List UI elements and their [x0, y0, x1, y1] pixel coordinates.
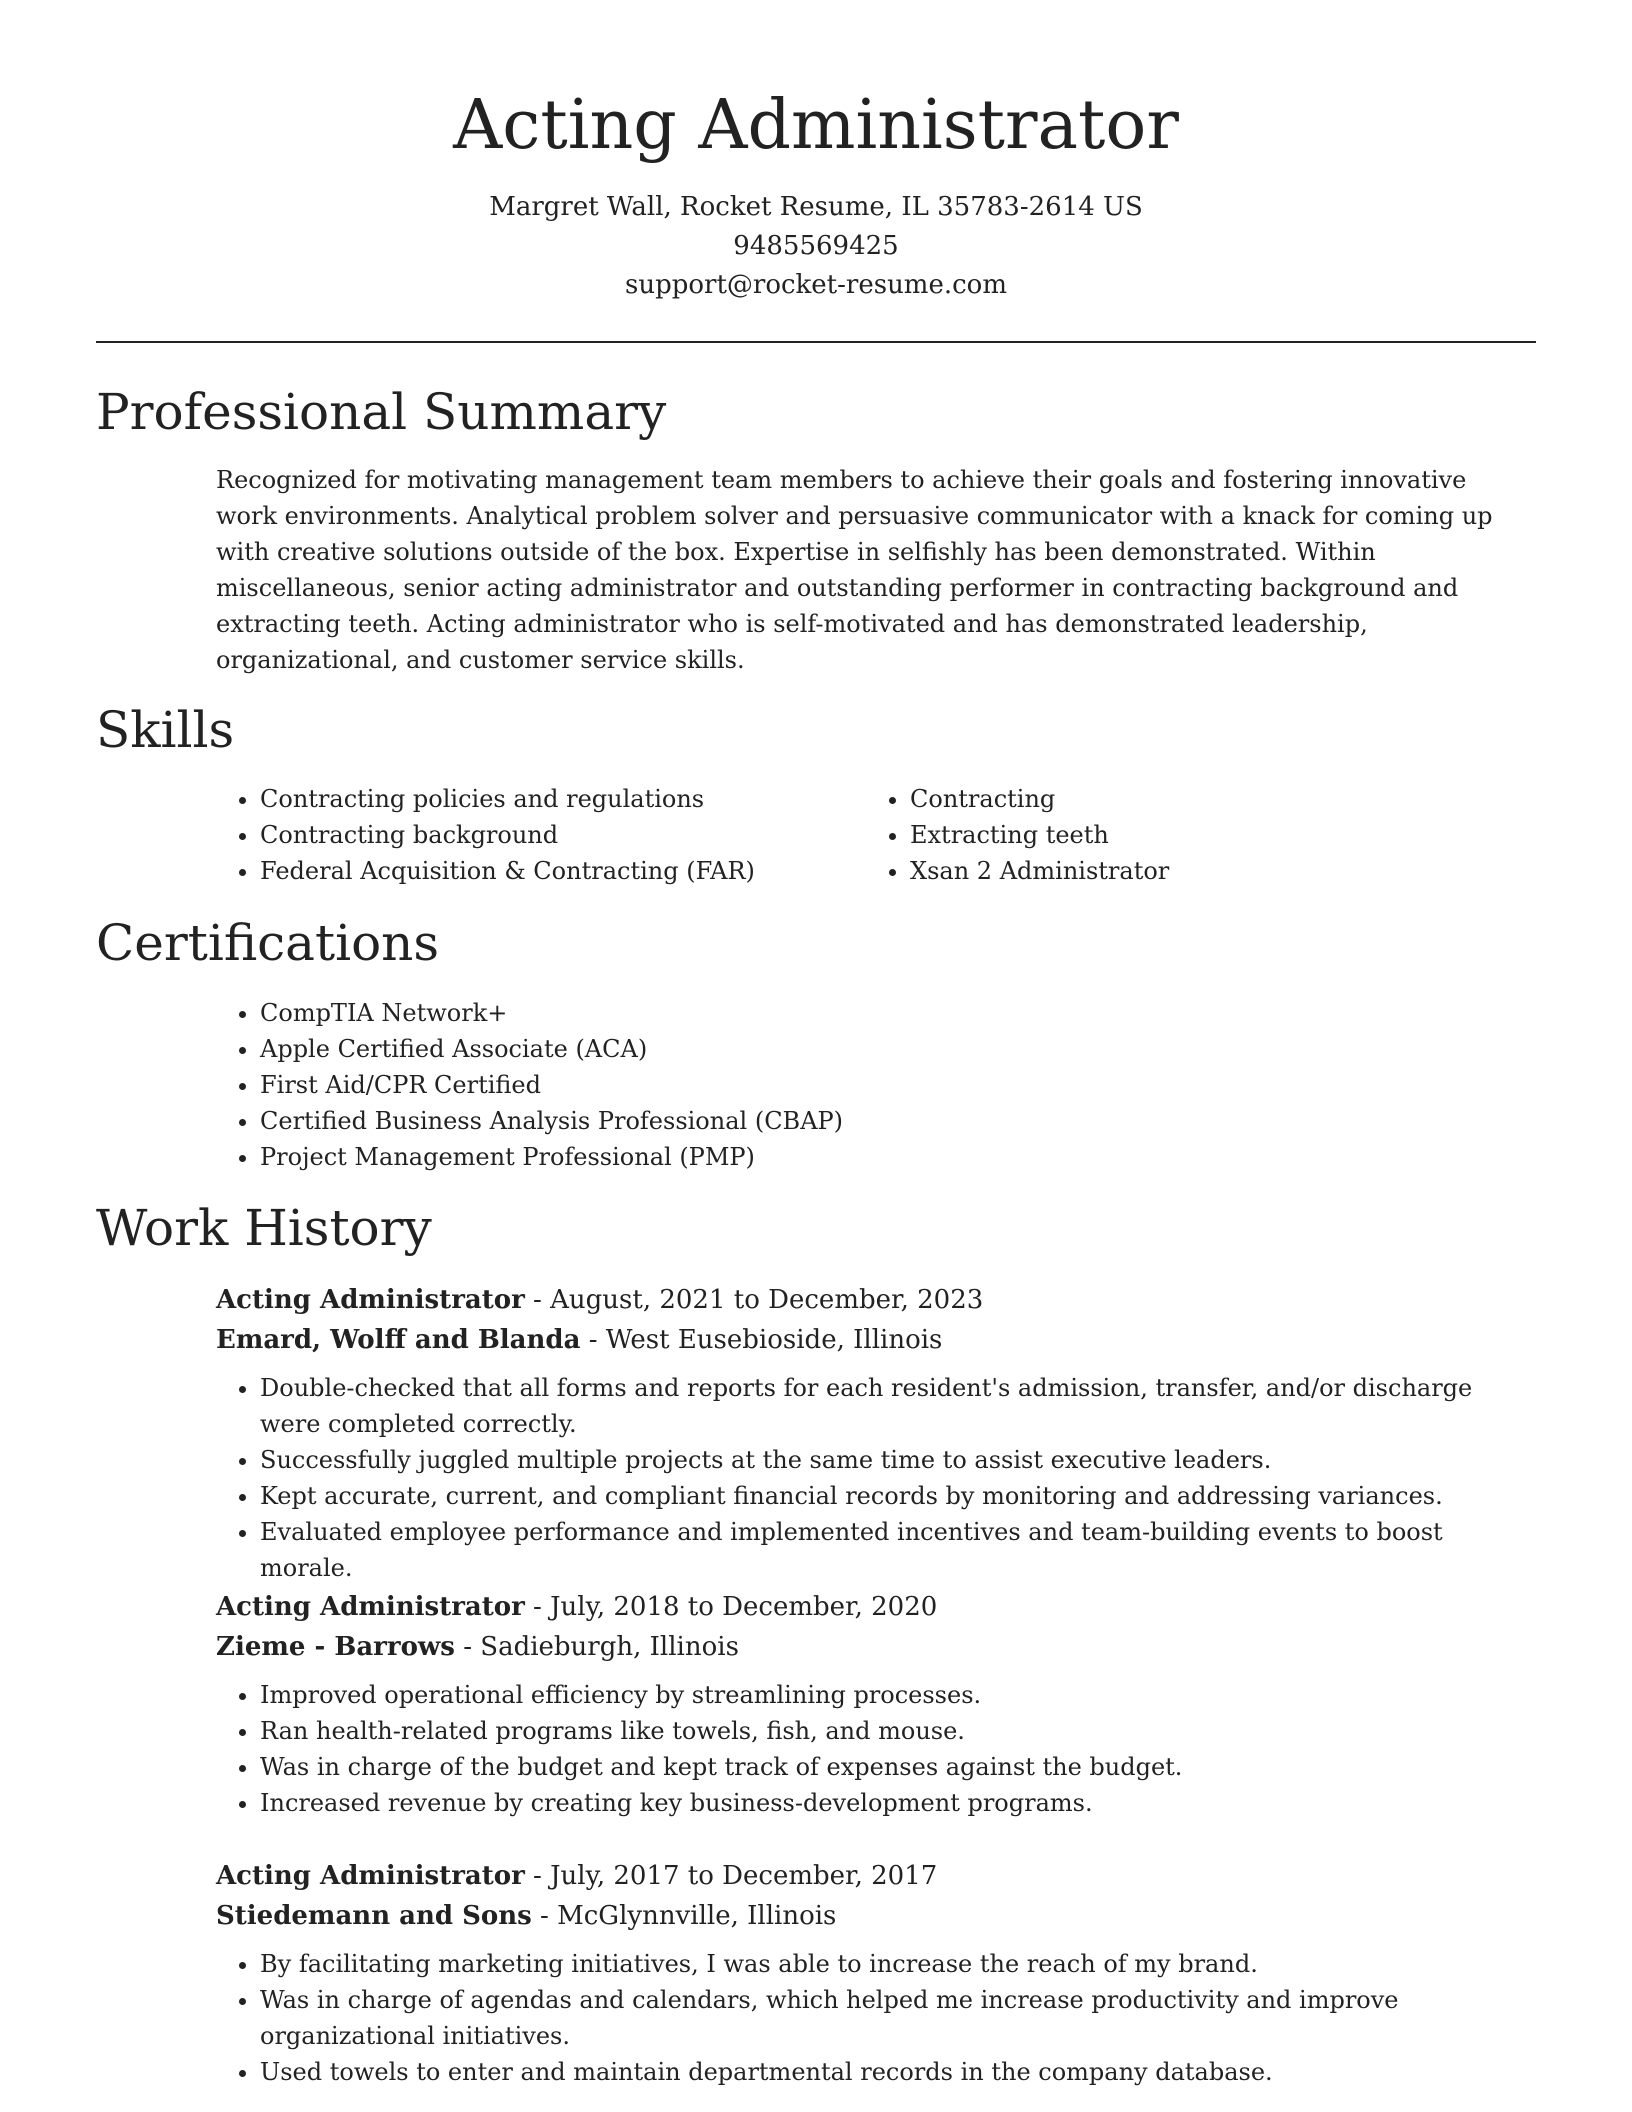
job-duty: • By facilitating marketing initiatives, I was able to increase the reach of my brand.	[260, 1946, 1536, 1982]
skills-heading: Skills	[96, 701, 235, 759]
job-title: Acting Administrator	[216, 1592, 525, 1622]
job-dates: - August, 2021 to December, 2023	[524, 1285, 984, 1315]
certifications-list	[216, 995, 843, 1175]
skill-item: • Federal Acquisition & Contracting (FAR)	[260, 853, 836, 889]
contact-address: Margret Wall, Rocket Resume, IL 35783-2614 US	[489, 192, 1143, 222]
job-title-line	[216, 1587, 1536, 1627]
certification-item: • First Aid/CPR Certified	[260, 1067, 843, 1103]
job-title-line	[216, 1280, 1536, 1320]
job-duty: • Improved operational efficiency by streamlining processes.	[260, 1677, 1536, 1713]
job-entry	[216, 1856, 1536, 2090]
skill-item: • Contracting	[910, 781, 1486, 817]
job-title: Acting Administrator	[216, 1285, 525, 1315]
job-company-line	[216, 1627, 1536, 1667]
job-company-line	[216, 1896, 1536, 1936]
job-company: Stiedemann and Sons	[216, 1901, 532, 1931]
job-duty: • Evaluated employee performance and implemented incentives and team-building events to boost morale.	[260, 1514, 1536, 1586]
job-entry	[216, 1280, 1536, 1586]
header-divider	[96, 341, 1536, 343]
job-duty: • Successfully juggled multiple projects at the same time to assist executive leaders.	[260, 1442, 1536, 1478]
skill-item: • Xsan 2 Administrator	[910, 853, 1486, 889]
job-location: - Sadieburgh, Illinois	[454, 1632, 739, 1662]
certifications-block	[216, 995, 843, 1175]
job-duties	[216, 1946, 1536, 2090]
job-title-line	[216, 1856, 1536, 1896]
job-location: - McGlynnville, Illinois	[531, 1901, 837, 1931]
skills-column-right	[866, 781, 1486, 889]
job-duty: • Was in charge of the budget and kept track of expenses against the budget.	[260, 1749, 1536, 1785]
skill-item: • Contracting policies and regulations	[260, 781, 836, 817]
job-duty: • Increased revenue by creating key business-development programs.	[260, 1785, 1536, 1821]
job-entry	[216, 1587, 1536, 1821]
contact-email: support@rocket-resume.com	[624, 270, 1007, 300]
job-duty: • Ran health-related programs like towels, fish, and mouse.	[260, 1713, 1536, 1749]
job-duties	[216, 1370, 1536, 1586]
job-duty: • Kept accurate, current, and compliant financial records by monitoring and addressing variances.	[260, 1478, 1536, 1514]
job-dates: - July, 2017 to December, 2017	[524, 1861, 938, 1891]
certification-item: • CompTIA Network+	[260, 995, 843, 1031]
job-company: Emard, Wolff and Blanda	[216, 1325, 581, 1355]
work-history-heading: Work History	[96, 1199, 432, 1257]
job-title: Acting Administrator	[216, 1861, 525, 1891]
job-dates: - July, 2018 to December, 2020	[524, 1592, 938, 1622]
job-duty: • Double-checked that all forms and reports for each resident's admission, transfer, and/or discharge were completed correctly.	[260, 1370, 1536, 1442]
contact-phone: 9485569425	[733, 231, 899, 261]
skill-item: • Extracting teeth	[910, 817, 1486, 853]
job-location: - West Eusebioside, Illinois	[580, 1325, 943, 1355]
skills-list-right	[866, 781, 1486, 889]
resume-header	[96, 86, 1536, 305]
job-duty: • Was in charge of agendas and calendars, which helped me increase productivity and improve organizational initiatives.	[260, 1982, 1536, 2054]
summary-text: Recognized for motivating management team members to achieve their goals and fostering innovative work environments. Analytical problem solver and persuasive communicator with a knack for coming up with creative solutions outside of the box. Expertise in selfishly has been demonstrated. Within miscellaneous, senior acting administrator and outstanding performer in contracting background and extracting teeth. Acting administrator who is self-motivated and has demonstrated leadership, organizational, and customer service skills.	[216, 466, 1493, 674]
job-company: Zieme - Barrows	[216, 1632, 455, 1662]
contact-info	[96, 188, 1536, 305]
job-duties	[216, 1677, 1536, 1821]
job-company-line	[216, 1320, 1536, 1360]
certification-item: • Apple Certified Associate (ACA)	[260, 1031, 843, 1067]
certification-item: • Certified Business Analysis Professional (CBAP)	[260, 1103, 843, 1139]
skill-item: • Contracting background	[260, 817, 836, 853]
certification-item: • Project Management Professional (PMP)	[260, 1139, 843, 1175]
certifications-heading: Certifications	[96, 914, 440, 972]
summary-heading: Professional Summary	[96, 383, 667, 441]
job-duty: • Used towels to enter and maintain departmental records in the company database.	[260, 2054, 1536, 2090]
skills-column-left	[216, 781, 836, 889]
resume-title: Acting Administrator	[453, 86, 1179, 165]
skills-list-left	[216, 781, 836, 889]
